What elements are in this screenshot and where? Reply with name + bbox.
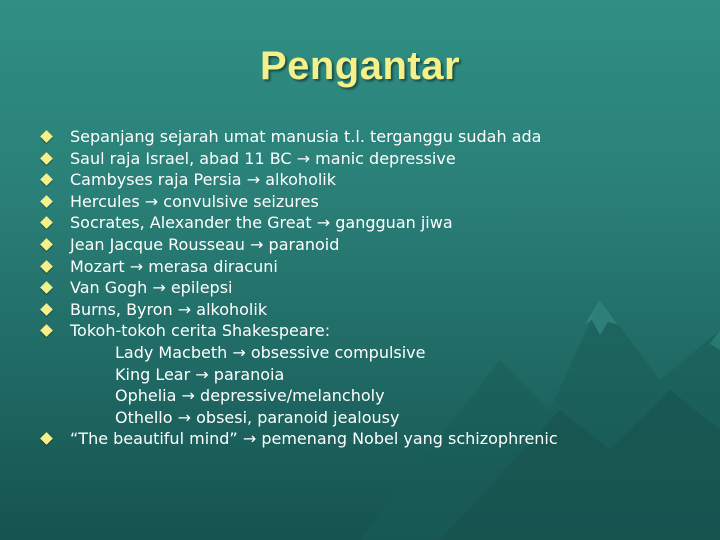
diamond-bullet-icon bbox=[40, 432, 53, 445]
diamond-bullet-icon bbox=[40, 217, 53, 230]
list-item bbox=[36, 191, 558, 213]
list-item bbox=[36, 234, 558, 256]
list-item-condition: alkoholik bbox=[196, 299, 268, 319]
list-item-text: Tokoh-tokoh cerita Shakespeare: bbox=[70, 321, 331, 341]
list-item-condition: gangguan jiwa bbox=[335, 213, 453, 233]
list-item bbox=[36, 148, 558, 170]
arrow-icon: → bbox=[250, 234, 264, 254]
list-item bbox=[36, 428, 558, 450]
list-item-text: Sepanjang sejarah umat manusia t.l. terganggu sudah ada bbox=[70, 127, 542, 146]
list-item-subject: Burns, Byron bbox=[70, 299, 173, 319]
diamond-bullet-icon bbox=[40, 173, 53, 186]
arrow-icon: → bbox=[152, 278, 166, 298]
arrow-icon: → bbox=[296, 148, 311, 168]
arrow-icon: → bbox=[177, 407, 192, 427]
list-item-condition: merasa diracuni bbox=[148, 256, 278, 276]
diamond-bullet-icon bbox=[40, 281, 53, 294]
arrow-icon: → bbox=[181, 386, 195, 406]
diamond-bullet-icon bbox=[40, 152, 53, 165]
sub-item-subject: King Lear bbox=[115, 364, 191, 384]
list-item-subject: “The beautiful mind” bbox=[70, 429, 238, 449]
arrow-icon: → bbox=[177, 299, 192, 319]
list-item bbox=[36, 256, 558, 278]
arrow-icon: → bbox=[144, 191, 159, 211]
diamond-bullet-icon bbox=[40, 303, 53, 316]
sub-list-item bbox=[36, 385, 558, 407]
list-item bbox=[36, 277, 558, 299]
sub-list-item bbox=[36, 364, 558, 386]
list-item-condition: paranoid bbox=[268, 234, 340, 254]
arrow-icon: → bbox=[242, 429, 257, 449]
sub-list-item bbox=[36, 342, 558, 364]
list-item-subject: Saul raja Israel, abad 11 BC bbox=[70, 148, 292, 168]
bullet-list bbox=[36, 126, 558, 450]
diamond-bullet-icon bbox=[40, 195, 53, 208]
arrow-icon: → bbox=[232, 342, 246, 362]
list-item-subject: Jean Jacque Rousseau bbox=[70, 234, 245, 254]
arrow-icon: → bbox=[195, 364, 209, 384]
list-item-subject: Van Gogh bbox=[70, 278, 148, 298]
diamond-bullet-icon bbox=[40, 238, 53, 251]
list-item-subject: Hercules bbox=[70, 191, 140, 211]
sub-item-condition: paranoia bbox=[213, 364, 285, 384]
sub-item-subject: Lady Macbeth bbox=[115, 342, 228, 362]
sub-list-item bbox=[36, 407, 558, 429]
diamond-bullet-icon bbox=[40, 324, 53, 337]
list-item-subject: Socrates, Alexander the Great bbox=[70, 213, 312, 233]
list-item-subject: Cambyses raja Persia bbox=[70, 170, 242, 190]
list-item-condition: pemenang Nobel yang schizophrenic bbox=[261, 429, 558, 449]
sub-item-subject: Othello bbox=[115, 407, 173, 427]
list-item-subject: Mozart bbox=[70, 256, 125, 276]
list-item-condition: convulsive seizures bbox=[163, 191, 319, 211]
diamond-bullet-icon bbox=[40, 260, 53, 273]
list-item-condition: alkoholik bbox=[265, 170, 337, 190]
sub-item-condition: depressive/melancholy bbox=[200, 386, 385, 406]
list-item-condition: manic depressive bbox=[315, 148, 456, 168]
diamond-bullet-icon bbox=[40, 130, 53, 143]
list-item bbox=[36, 212, 558, 234]
arrow-icon: → bbox=[316, 213, 331, 233]
arrow-icon: → bbox=[129, 256, 144, 276]
list-item-condition: epilepsi bbox=[170, 278, 233, 298]
arrow-icon: → bbox=[246, 170, 261, 190]
list-item bbox=[36, 320, 558, 342]
list-item bbox=[36, 126, 558, 148]
sub-item-condition: obsesi, paranoid jealousy bbox=[196, 407, 400, 427]
list-item bbox=[36, 169, 558, 191]
slide-title: Pengantar bbox=[259, 44, 461, 88]
sub-item-subject: Ophelia bbox=[115, 386, 177, 406]
sub-item-condition: obsessive compulsive bbox=[250, 342, 426, 362]
list-item bbox=[36, 299, 558, 321]
